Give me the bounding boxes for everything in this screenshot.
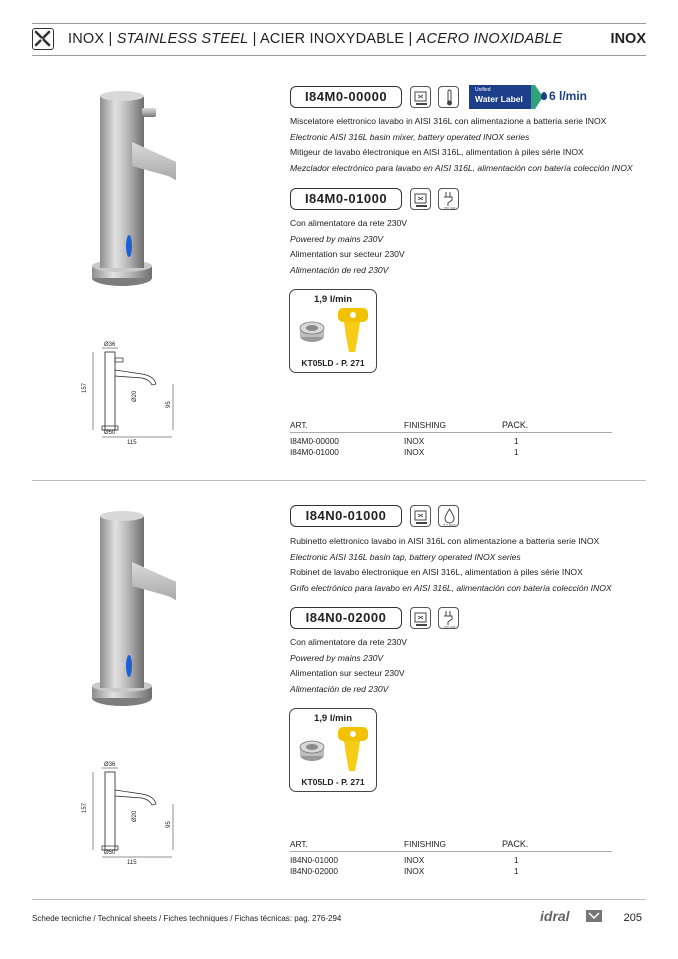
dim-spout-diameter: Ø20 [132, 810, 138, 822]
col-header-finishing: FINISHING [404, 420, 446, 430]
table-cell: 1 [514, 866, 519, 876]
dim-base-diameter: Ø50 [104, 850, 116, 856]
product-code: I84M0-00000 [290, 86, 402, 108]
col-header-art: ART. [290, 839, 308, 849]
table-cell: 1 [514, 436, 519, 446]
table-cell: INOX [404, 855, 425, 865]
battery-icon [410, 607, 431, 629]
col-header-art: ART. [290, 420, 308, 430]
table-cell: I84M0-01000 [290, 447, 339, 457]
table-cell: INOX [404, 436, 425, 446]
aerator-kit-box [289, 289, 377, 373]
water-label-brand: Water Label [475, 94, 523, 104]
header-bottom-rule [32, 55, 646, 56]
mains-plug-icon [438, 188, 459, 210]
water-label-value: 6 l/min [549, 89, 588, 103]
aerator-kit-icon [296, 725, 372, 775]
description-alt: Con alimentatore da rete 230V Powered by mains 230V Alimentation sur secteur 230V Alimentación de red 230V [290, 637, 408, 694]
dim-spout-diameter: Ø20 [132, 390, 138, 402]
kit-reference: KT05LD - P. 271 [301, 358, 365, 368]
table-cell: INOX [404, 866, 425, 876]
footer-text: Schede tecniche / Technical sheets / Fiches techniques / Fichas técnicas: pag. 276-294 [32, 914, 342, 923]
svg-text:5,7 l/min: 5,7 l/min [443, 523, 456, 528]
col-header-pack: PACK. [502, 839, 529, 849]
svg-text:230 Volt: 230 Volt [443, 206, 456, 211]
dim-spout-height: 95 [166, 401, 172, 408]
technical-drawing [80, 338, 180, 450]
table-cell: 1 [514, 447, 519, 457]
technical-drawing [80, 758, 180, 870]
aerator-kit-box [289, 708, 377, 792]
description-alt: Con alimentatore da rete 230V Powered by mains 230V Alimentation sur secteur 230V Alimentación de red 230V [290, 218, 408, 275]
page-title: INOX | STAINLESS STEEL | ACIER INOXYDABLE | ACERO INOXIDABLE [68, 31, 563, 47]
dim-top-diameter: Ø36 [104, 342, 116, 348]
dim-base-diameter: Ø50 [104, 430, 116, 436]
table-cell: I84M0-00000 [290, 436, 339, 446]
kit-flow: 1,9 l/min [313, 294, 352, 305]
col-header-pack: PACK. [502, 420, 529, 430]
battery-icon [410, 505, 431, 527]
description-main: Rubinetto elettronico lavabo in AISI 316L con alimentazione a batteria serie INOX Electronic AISI 316L basin tap, battery operated INOX series Robinet de lavabo électronique en AISI 316L, alimentation à piles série INOX Grifo electrónico para lavabo en AISI 316L, alimentación con batería colección INOX [290, 536, 612, 593]
table-cell: I84N0-01000 [290, 855, 338, 865]
dim-height: 157 [82, 802, 88, 813]
mains-plug-icon [438, 607, 459, 629]
dim-reach: 115 [127, 440, 137, 446]
close-x-icon [32, 28, 54, 50]
table-cell: I84N0-02000 [290, 866, 338, 876]
battery-icon [410, 188, 431, 210]
table-cell: INOX [404, 447, 425, 457]
thermometer-icon [438, 86, 459, 108]
dim-height: 157 [82, 382, 88, 393]
water-label-small: Unified [475, 87, 491, 93]
page-number: 205 [623, 912, 642, 924]
water-drop-flow-icon [438, 505, 459, 527]
dim-spout-height: 95 [166, 821, 172, 828]
description-main: Miscelatore elettronico lavabo in AISI 316L con alimentazione a batteria serie INOX Electronic AISI 316L basin mixer, battery operated INOX series Mitigeur de lavabo électronique en AISI 316L, alimentation à piles série INOX Mezclador electrónico para lavabo en AISI 316L, alimentación con batería colección INOX [290, 116, 633, 173]
kit-flow: 1,9 l/min [313, 713, 352, 724]
product-code-alt: I84N0-02000 [290, 607, 402, 629]
aerator-kit-icon [296, 306, 372, 356]
col-header-finishing: FINISHING [404, 839, 446, 849]
table-cell: 1 [514, 855, 519, 865]
dim-reach: 115 [127, 860, 137, 866]
faucet-photo [86, 86, 176, 296]
product-code-alt: I84M0-01000 [290, 188, 402, 210]
section-divider [32, 480, 646, 481]
category-label: INOX [610, 31, 646, 47]
svg-text:230 Volt: 230 Volt [443, 625, 456, 630]
faucet-photo [86, 506, 176, 716]
water-label-badge [469, 85, 597, 109]
header-top-rule [32, 23, 646, 24]
battery-icon [410, 86, 431, 108]
water-drop-icon [541, 92, 547, 100]
kit-reference: KT05LD - P. 271 [301, 777, 365, 787]
product-code: I84N0-01000 [290, 505, 402, 527]
brand-logo: idral [540, 908, 604, 926]
footer-rule [32, 899, 646, 900]
dim-top-diameter: Ø36 [104, 762, 116, 768]
